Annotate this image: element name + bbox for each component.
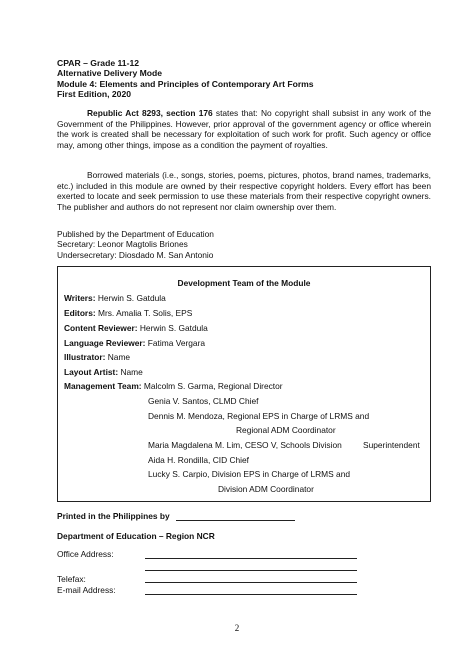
writers-label: Writers: [64, 293, 96, 303]
editors-label: Editors: [64, 308, 96, 318]
copyright-paragraph [57, 108, 431, 150]
content-reviewer-value: Herwin S. Gatdula [137, 323, 208, 333]
development-team-title: Development Team of the Module [177, 278, 311, 288]
department-region-label: Department of Education – Region NCR [57, 531, 215, 541]
management-value: Malcolm S. Garma, Regional Director [141, 381, 283, 391]
telefax-line [145, 582, 357, 583]
team-editors [64, 308, 192, 318]
borrowed-text: Borrowed materials (i.e., songs, stories, poems, pictures, photos, brand names, trademarks, etc.) included in this module are owned by their respective copyright holders. Every effort has been exerted to locate and seek permission to use these materials from their respective copyright owners. The publisher and authors do not represent nor claim ownership over them. [57, 170, 431, 212]
management-member: Maria Magdalena M. Lim, CESO V, Schools Division [148, 440, 342, 450]
team-writers [64, 293, 166, 303]
language-reviewer-label: Language Reviewer: [64, 338, 146, 348]
team-layout-artist [64, 367, 143, 377]
telefax-label: Telefax: [57, 574, 86, 584]
management-member: Regional ADM Coordinator [236, 425, 336, 435]
language-reviewer-value: Fatima Vergara [145, 338, 206, 348]
office-address-line-2 [145, 570, 357, 571]
management-member: Lucky S. Carpio, Division EPS in Charge of LRMS and [148, 469, 351, 479]
illustrator-label: Illustrator: [64, 352, 106, 362]
secretary: Secretary: Leonor Magtolis Briones [57, 239, 188, 250]
illustrator-value: Name [105, 352, 131, 362]
header-grade: CPAR – Grade 11-12 [57, 58, 139, 68]
management-member: Aida H. Rondilla, CID Chief [148, 455, 250, 465]
layout-artist-value: Name [118, 367, 143, 377]
printed-in [57, 511, 170, 521]
team-illustrator [64, 352, 130, 362]
undersecretary: Undersecretary: Diosdado M. San Antonio [57, 249, 214, 260]
page-number: 2 [234, 623, 240, 633]
borrowed-materials-paragraph [57, 170, 431, 212]
office-address-line [145, 558, 357, 559]
content-reviewer-label: Content Reviewer: [64, 323, 138, 333]
management-member: Division ADM Coordinator [218, 484, 314, 494]
management-label: Management Team: [64, 381, 142, 391]
published-by: Published by the Department of Education [57, 229, 214, 239]
printed-label: Printed in the Philippines by [57, 511, 170, 521]
header-delivery-mode: Alternative Delivery Mode [57, 68, 163, 79]
development-team-box [57, 266, 431, 502]
law-text: states that: No copyright shall subsist in any work of the Government of the Philippines. However, prior approval of the government agency or office wherein the work is created shall be necessary for exploitation of such work for profit. Such agency or office may, among other things, impose as a condition the payment of royalties. [57, 108, 432, 150]
office-address-label: Office Address: [57, 549, 114, 559]
management-member: Genia V. Santos, CLMD Chief [148, 396, 259, 406]
team-content-reviewer [64, 323, 208, 333]
editors-value: Mrs. Amalia T. Solis, EPS [95, 308, 193, 318]
management-member: Dennis M. Mendoza, Regional EPS in Charge of LRMS and [148, 411, 370, 421]
law-reference: Republic Act 8293, section 176 [87, 108, 213, 118]
team-language-reviewer [64, 338, 205, 348]
email-address-line [145, 594, 357, 595]
header-module-title: Module 4: Elements and Principles of Contemporary Art Forms [57, 78, 314, 89]
module-header [57, 58, 314, 100]
header-edition: First Edition, 2020 [57, 89, 132, 100]
management-member-title: Superintendent [363, 440, 420, 450]
printed-by-blank-line [176, 520, 295, 521]
writers-value: Herwin S. Gatdula [95, 293, 166, 303]
publisher-block [57, 229, 214, 260]
email-address-label: E-mail Address: [57, 585, 116, 595]
department-region [57, 531, 215, 541]
team-management [64, 381, 283, 391]
layout-artist-label: Layout Artist: [64, 367, 119, 377]
